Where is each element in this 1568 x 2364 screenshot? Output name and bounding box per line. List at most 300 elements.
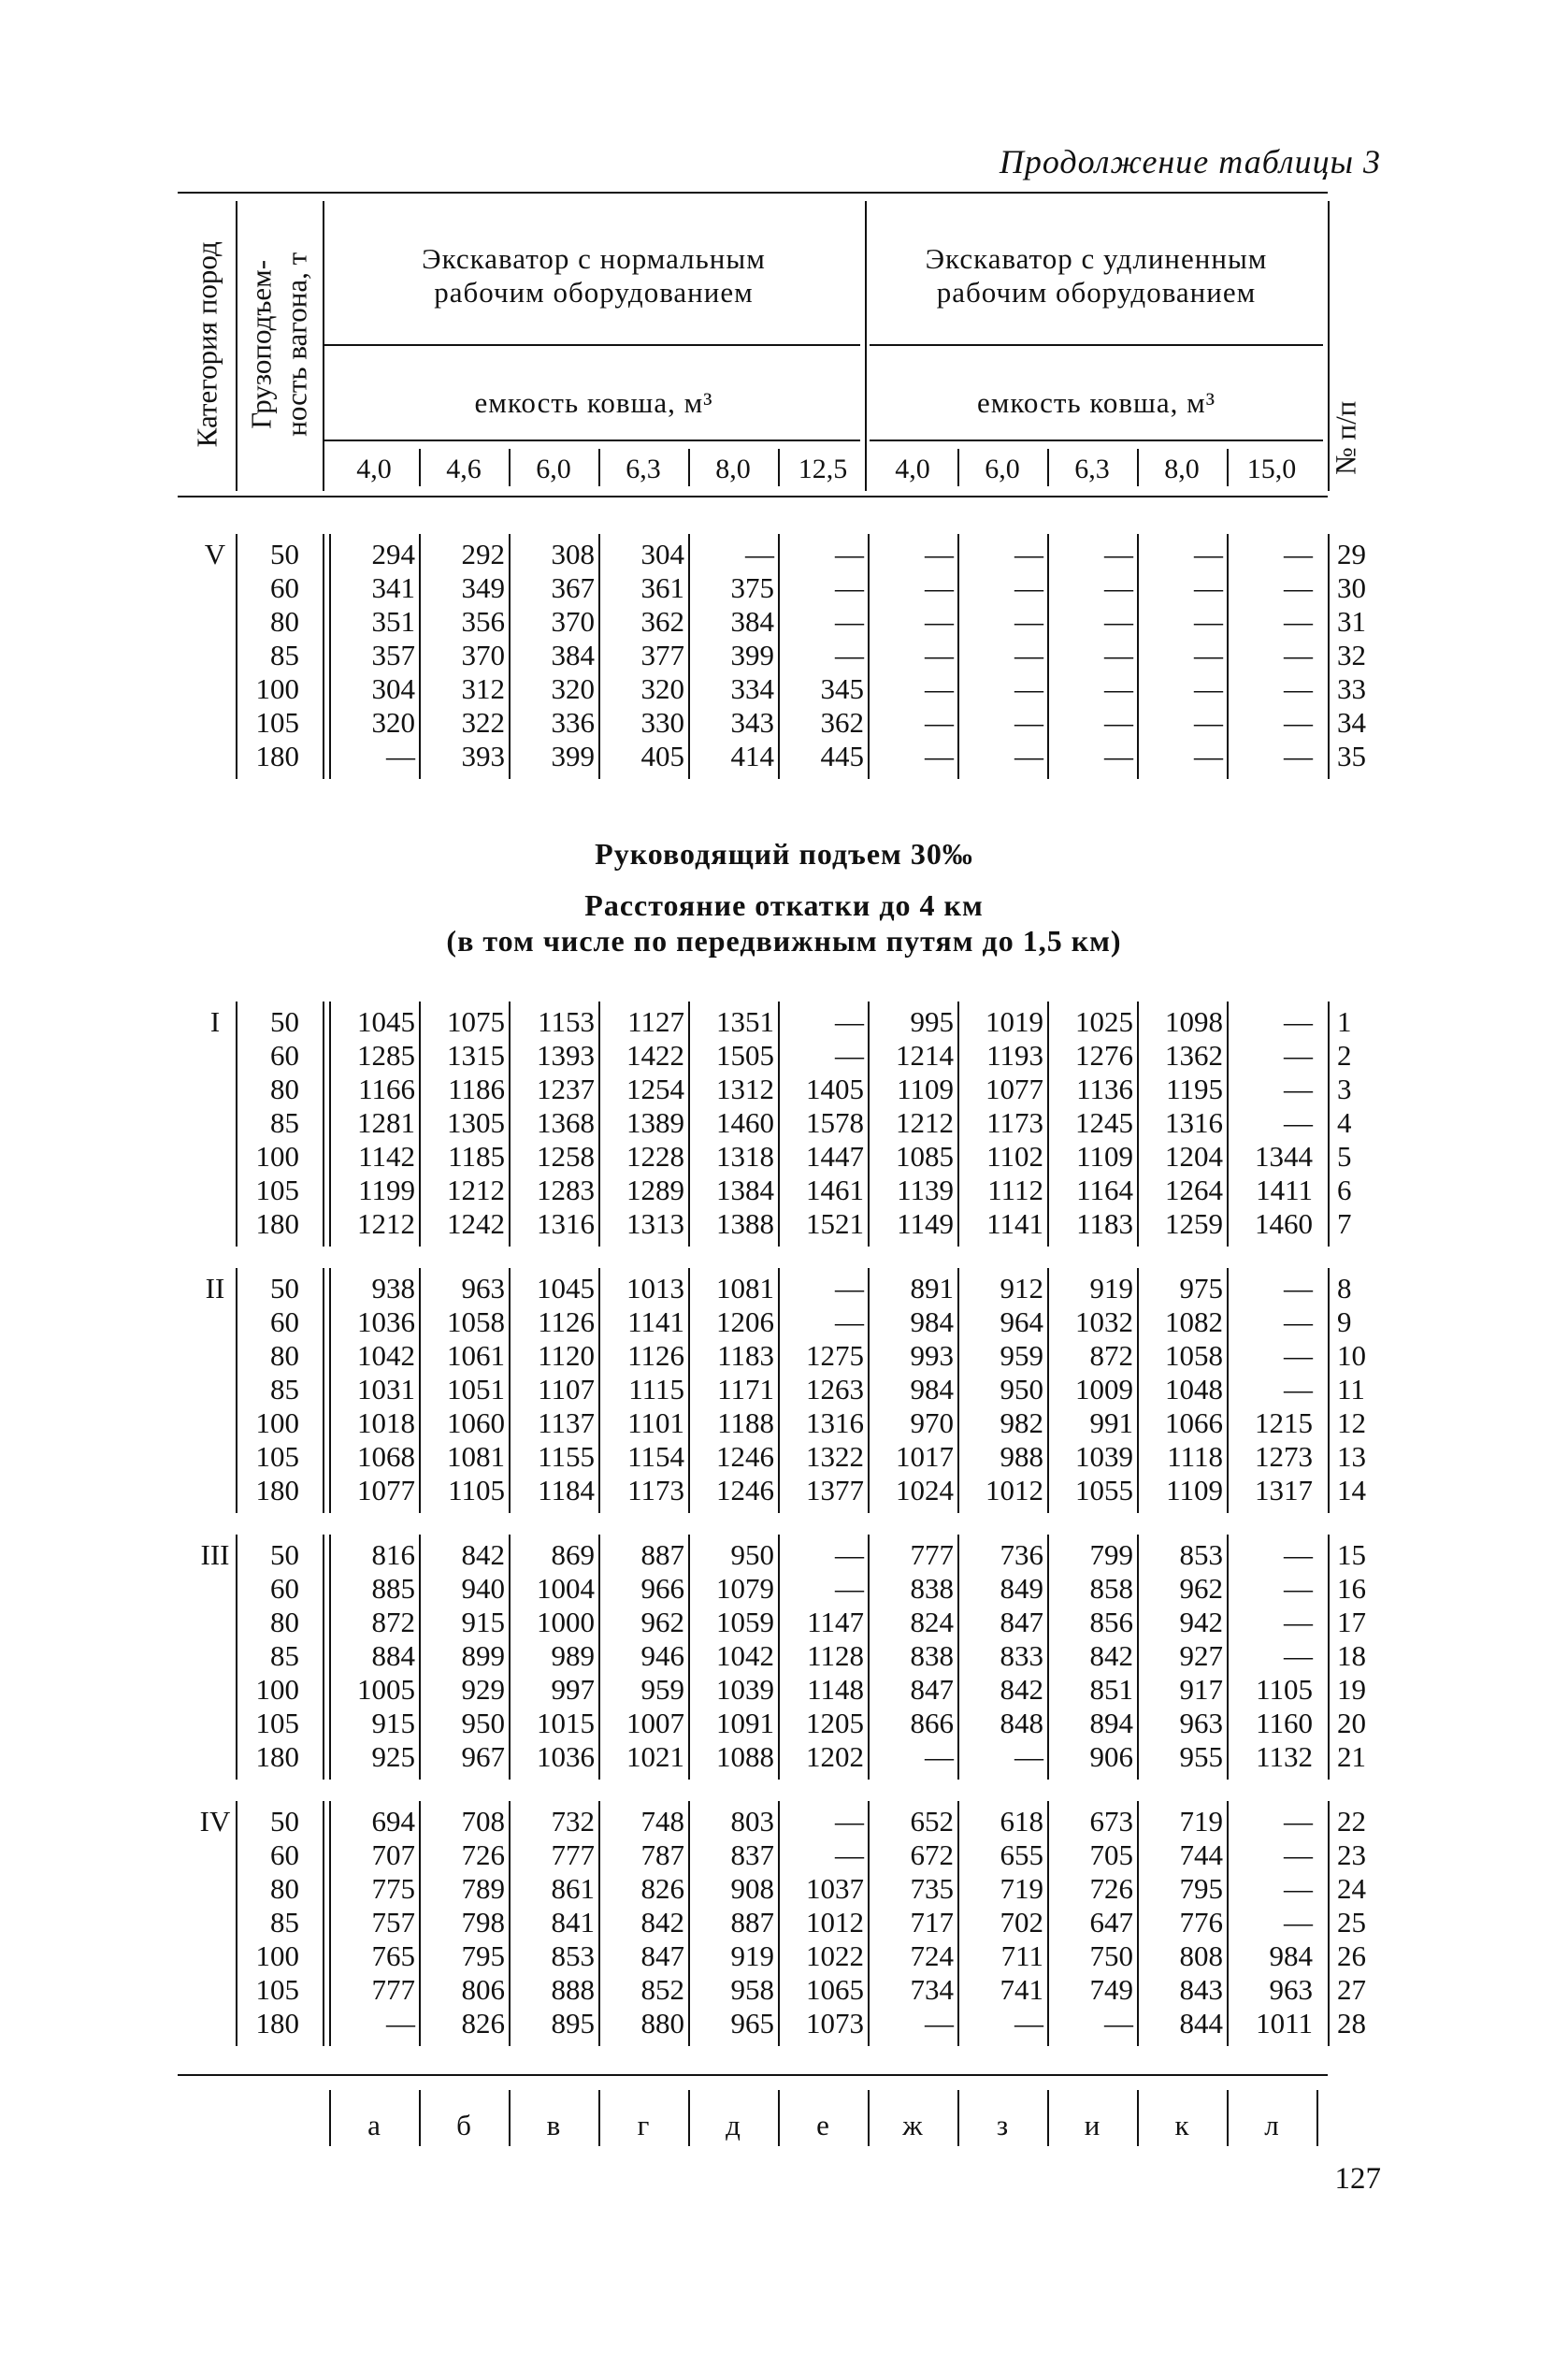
table-cell: 1077 [357,1474,415,1506]
table-cell: 1060 [447,1406,505,1439]
row-index: 30 [1337,571,1366,604]
table-cell: 399 [730,639,774,671]
table-cell: 1045 [357,1005,415,1038]
capacity-value: 105 [255,1440,299,1473]
table-cell: 858 [1089,1572,1133,1605]
table-cell: 929 [461,1673,505,1706]
header-bucket-normal: емкость ковша, м³ [474,386,713,419]
table-cell: — [1284,706,1313,739]
footer-column-divider [868,2090,870,2146]
table-cell: 838 [910,1639,954,1672]
table-cell: — [1284,1272,1313,1305]
footer-column-divider [419,2090,421,2146]
table-cell: 789 [461,1872,505,1905]
header-size-extended: 8,0 [1164,454,1200,484]
table-cell: — [1284,1872,1313,1905]
section-title-note: (в том числе по передвижным путям до 1,5 км) [446,924,1122,958]
column-divider [868,1002,870,1247]
table-cell: 1115 [628,1373,684,1405]
table-cell: — [835,1305,864,1338]
row-index: 31 [1337,605,1366,638]
header-top-rule [178,192,1328,194]
row-index: 35 [1337,740,1366,772]
column-divider [419,1268,421,1513]
table-cell: 919 [730,1939,774,1972]
table-cell: — [1284,605,1313,638]
table-cell: 322 [461,706,505,739]
table-cell: 1313 [626,1207,684,1240]
column-divider [323,1801,324,2046]
column-divider [1047,1268,1049,1513]
table-cell: 1289 [626,1174,684,1206]
header-size-divider [509,449,511,486]
table-cell: — [1284,1305,1313,1338]
table-cell: 1068 [357,1440,415,1473]
header-divider-groups [865,201,867,491]
table-cell: 970 [910,1406,954,1439]
column-divider [957,1268,959,1513]
table-cell: 1048 [1165,1373,1223,1405]
table-cell: 1195 [1166,1073,1223,1105]
table-cell: 1102 [986,1140,1043,1173]
table-cell: 964 [1000,1305,1043,1338]
row-index: 17 [1337,1606,1366,1638]
column-divider [509,1002,511,1247]
column-divider [688,534,690,779]
table-cell: 1215 [1255,1406,1313,1439]
table-cell: 1246 [716,1474,774,1506]
table-cell: — [835,639,864,671]
table-cell: 1128 [807,1639,864,1672]
header-size-normal: 6,0 [536,454,571,484]
table-cell: 997 [551,1673,595,1706]
header-category-label: Категория пород [190,241,223,448]
column-divider [323,1268,324,1513]
footer-column-divider [1137,2090,1139,2146]
table-cell: 938 [371,1272,415,1305]
table-cell: 887 [640,1538,684,1571]
row-index: 10 [1337,1339,1366,1372]
table-cell: 959 [1000,1339,1043,1372]
table-cell: 1073 [806,2007,864,2040]
table-cell: 1065 [806,1973,864,2006]
row-index: 23 [1337,1838,1366,1871]
table-cell: 1242 [447,1207,505,1240]
table-cell: 963 [1269,1973,1313,2006]
table-cell: 1264 [1165,1174,1223,1206]
table-cell: 1058 [1165,1339,1223,1372]
table-cell: 1411 [1256,1174,1313,1206]
row-index: 12 [1337,1406,1366,1439]
row-index: 3 [1337,1073,1352,1105]
column-divider [1328,1535,1330,1780]
table-cell: 1315 [447,1039,505,1072]
column-letter: б [456,2109,471,2141]
table-cell: 1107 [538,1373,595,1405]
table-cell: 1316 [806,1406,864,1439]
table-cell: — [1014,605,1043,638]
column-letter: г [637,2109,650,2141]
column-divider [1047,534,1049,779]
table-cell: 1237 [537,1073,595,1105]
table-cell: — [835,1005,864,1038]
table-cell: 312 [461,672,505,705]
table-cell: 894 [1089,1707,1133,1739]
table-cell: 1316 [537,1207,595,1240]
table-cell: — [1284,1039,1313,1072]
column-divider [868,1268,870,1513]
table-cell: 942 [1179,1606,1223,1638]
table-cell: 1160 [1256,1707,1313,1739]
table-cell: 995 [910,1005,954,1038]
row-index: 1 [1337,1005,1352,1038]
table-cell: 320 [371,706,415,739]
table-cell: 1013 [626,1272,684,1305]
table-cell: 370 [461,639,505,671]
table-cell: 1045 [537,1272,595,1305]
table-cell: 965 [730,2007,774,2040]
table-cell: 925 [371,1740,415,1773]
column-divider [509,1535,511,1780]
table-cell: 988 [1000,1440,1043,1473]
column-divider [323,534,324,779]
header-size-normal: 4,6 [446,454,482,484]
table-cell: — [1104,2007,1133,2040]
table-cell: 1055 [1075,1474,1133,1506]
table-cell: 1258 [537,1140,595,1173]
table-cell: 847 [640,1939,684,1972]
table-cell: 950 [461,1707,505,1739]
row-index: 34 [1337,706,1366,739]
table-cell: 1275 [806,1339,864,1372]
table-cell: 717 [910,1906,954,1939]
table-cell: 950 [730,1538,774,1571]
table-cell: — [1014,639,1043,671]
table-cell: 966 [640,1572,684,1605]
column-divider [329,1535,331,1780]
table-cell: 1212 [896,1106,954,1139]
table-cell: 618 [1000,1805,1043,1838]
table-cell: 1505 [716,1039,774,1072]
table-cell: 927 [1179,1639,1223,1672]
table-cell: 1204 [1165,1140,1223,1173]
table-cell: 1154 [627,1440,684,1473]
table-cell: 847 [910,1673,954,1706]
header-index-label: № п/п [1329,400,1362,475]
table-cell: 1112 [987,1174,1043,1206]
row-index: 27 [1337,1973,1366,2006]
table-cell: 1368 [537,1106,595,1139]
row-index: 20 [1337,1707,1366,1739]
table-cell: 775 [371,1872,415,1905]
table-cell: 294 [371,538,415,570]
column-divider [419,1801,421,2046]
table-cell: 1098 [1165,1005,1223,1038]
row-index: 28 [1337,2007,1366,2040]
column-divider [778,1002,780,1247]
table-cell: 1136 [1076,1073,1133,1105]
header-normal-equipment-line1: Экскаватор с нормальным [422,242,766,275]
table-cell: — [1284,740,1313,772]
capacity-value: 180 [255,1207,299,1240]
table-cell: 853 [551,1939,595,1972]
column-divider [598,534,600,779]
column-divider [1047,1002,1049,1247]
table-cell: — [1014,740,1043,772]
table-cell: 1393 [537,1039,595,1072]
column-divider [329,1002,331,1247]
column-divider [598,1535,600,1780]
header-normal-equipment-line2: рабочим оборудованием [434,276,754,309]
table-cell: 1188 [717,1406,774,1439]
table-cell: 757 [371,1906,415,1939]
table-cell: 852 [640,1973,684,2006]
table-cell: 1141 [627,1305,684,1338]
table-cell: 1075 [447,1005,505,1038]
table-cell: — [1284,1538,1313,1571]
column-letter: а [367,2109,381,2141]
table-cell: 1036 [357,1305,415,1338]
table-cell: 982 [1000,1406,1043,1439]
table-cell: 384 [551,639,595,671]
table-cell: — [925,740,954,772]
table-cell: — [1194,672,1223,705]
table-cell: 1088 [716,1740,774,1773]
column-divider [1227,1535,1229,1780]
table-cell: 1228 [626,1140,684,1173]
footer-column-divider [688,2090,690,2146]
table-cell: 336 [551,706,595,739]
table-cell: 1037 [806,1872,864,1905]
table-cell: 719 [1000,1872,1043,1905]
table-cell: — [1014,2007,1043,2040]
row-index: 25 [1337,1906,1366,1939]
table-cell: 843 [1179,1973,1223,2006]
column-divider [1328,1268,1330,1513]
table-cell: 1259 [1165,1207,1223,1240]
table-cell: 361 [640,571,684,604]
column-divider [1328,1801,1330,2046]
row-index: 32 [1337,639,1366,671]
table-cell: 777 [371,1973,415,2006]
table-cell: 370 [551,605,595,638]
table-cell: 1024 [896,1474,954,1506]
capacity-value: 50 [270,1805,299,1838]
footer-top-rule [178,2074,1328,2076]
table-cell: 1148 [807,1673,864,1706]
header-size-divider [1047,449,1049,486]
table-cell: 975 [1179,1272,1223,1305]
table-cell: 1317 [1255,1474,1313,1506]
table-cell: 1206 [716,1305,774,1338]
table-cell: 726 [461,1838,505,1871]
header-size-divider [1227,449,1229,486]
table-cell: — [1104,639,1133,671]
capacity-value: 80 [270,605,299,638]
capacity-value: 180 [255,1740,299,1773]
table-cell: 1141 [986,1207,1043,1240]
table-cell: 1025 [1075,1005,1133,1038]
table-cell: 1185 [448,1140,505,1173]
row-index: 33 [1337,672,1366,705]
table-cell: 705 [1089,1838,1133,1871]
column-divider [236,1535,237,1780]
table-cell: 826 [640,1872,684,1905]
section-title-gradient: Руководящий подъем 30‰ [595,837,973,871]
table-cell: 837 [730,1838,774,1871]
column-divider [236,1002,237,1247]
table-cell: 1254 [626,1073,684,1105]
header-size-normal: 8,0 [715,454,751,484]
table-cell: 304 [640,538,684,570]
table-cell: 1118 [1167,1440,1223,1473]
table-cell: 1578 [806,1106,864,1139]
table-cell: — [1284,1838,1313,1871]
capacity-value: 85 [270,1906,299,1939]
table-cell: 1283 [537,1174,595,1206]
table-cell: 1077 [985,1073,1043,1105]
table-cell: — [1284,1073,1313,1105]
table-cell: 1139 [897,1174,954,1206]
continuation-caption: Продолжение таблицы 3 [999,143,1381,180]
table-cell: 1012 [806,1906,864,1939]
table-cell: 1105 [448,1474,505,1506]
table-cell: 765 [371,1939,415,1972]
category-label: V [204,538,226,570]
capacity-value: 60 [270,1572,299,1605]
table-cell: — [1194,706,1223,739]
capacity-value: 50 [270,538,299,570]
header-size-normal: 6,3 [626,454,661,484]
table-cell: 1205 [806,1707,864,1739]
table-cell: 345 [820,672,864,705]
table-cell: 808 [1179,1939,1223,1972]
table-cell: 799 [1089,1538,1133,1571]
table-cell: 367 [551,571,595,604]
column-divider [236,534,237,779]
table-cell: 1007 [626,1707,684,1739]
footer-column-divider [1316,2090,1318,2146]
table-cell: 1521 [806,1207,864,1240]
table-cell: — [835,605,864,638]
column-divider [509,1268,511,1513]
capacity-value: 100 [255,1406,299,1439]
row-index: 6 [1337,1174,1352,1206]
table-cell: 777 [910,1538,954,1571]
header-capacity-label-line1: Грузоподъем- [244,259,278,429]
table-cell: 1183 [717,1339,774,1372]
section-title-distance: Расстояние откатки до 4 км [584,888,984,922]
column-divider [957,1801,959,2046]
capacity-value: 100 [255,672,299,705]
table-cell: 912 [1000,1272,1043,1305]
table-cell: 838 [910,1572,954,1605]
column-divider [868,1801,870,2046]
column-letter: д [726,2109,741,2141]
table-cell: 963 [461,1272,505,1305]
table-cell: — [835,1572,864,1605]
header-size-divider [778,449,780,486]
table-cell: 962 [1179,1572,1223,1605]
table-cell: — [745,538,774,570]
table-cell: 853 [1179,1538,1223,1571]
table-cell: 719 [1179,1805,1223,1838]
table-cell: — [925,672,954,705]
column-divider [1137,534,1139,779]
footer-column-divider [957,2090,959,2146]
table-cell: 1005 [357,1673,415,1706]
header-size-extended: 15,0 [1246,454,1297,484]
table-cell: 946 [640,1639,684,1672]
table-cell: 351 [371,605,415,638]
column-divider [1047,1535,1049,1780]
table-cell: 856 [1089,1606,1133,1638]
column-divider [778,1801,780,2046]
column-divider [778,1535,780,1780]
table-cell: — [1104,672,1133,705]
table-cell: 330 [640,706,684,739]
table-cell: 1186 [448,1073,505,1105]
table-cell: 362 [640,605,684,638]
table-cell: 748 [640,1805,684,1838]
column-letter: в [546,2109,561,2141]
column-divider [329,534,331,779]
table-cell: 357 [371,639,415,671]
table-cell: 1101 [627,1406,684,1439]
table-cell: 1019 [985,1005,1043,1038]
table-cell: 885 [371,1572,415,1605]
column-letter: з [996,2109,1009,2141]
column-divider [1227,1268,1229,1513]
table-cell: 741 [1000,1973,1043,2006]
column-divider [1137,1535,1139,1780]
table-cell: 1000 [537,1606,595,1638]
table-cell: 841 [551,1906,595,1939]
table-cell: 1109 [1076,1140,1133,1173]
table-cell: 1322 [806,1440,864,1473]
table-cell: 1004 [537,1572,595,1605]
header-size-divider [957,449,959,486]
table-cell: 1312 [716,1073,774,1105]
header-size-extended: 4,0 [895,454,930,484]
table-cell: — [1284,1572,1313,1605]
table-cell: 1276 [1075,1039,1133,1072]
table-cell: 1305 [447,1106,505,1139]
capacity-value: 180 [255,1474,299,1506]
table-cell: 1132 [1256,1740,1313,1773]
column-divider [598,1002,600,1247]
table-cell: 1039 [716,1673,774,1706]
table-cell: 798 [461,1906,505,1939]
row-index: 18 [1337,1639,1366,1672]
table-cell: 991 [1089,1406,1133,1439]
table-cell: 906 [1089,1740,1133,1773]
table-cell: 349 [461,571,505,604]
table-cell: 1377 [806,1474,864,1506]
table-cell: 1039 [1075,1440,1133,1473]
table-cell: 872 [1089,1339,1133,1372]
table-cell: 1199 [358,1174,415,1206]
table-cell: — [1284,1106,1313,1139]
table-cell: — [835,1039,864,1072]
capacity-value: 85 [270,1639,299,1672]
column-divider [1227,534,1229,779]
table-cell: — [925,639,954,671]
table-cell: 1127 [627,1005,684,1038]
table-cell: 842 [640,1906,684,1939]
capacity-value: 105 [255,1174,299,1206]
table-cell: 750 [1089,1939,1133,1972]
